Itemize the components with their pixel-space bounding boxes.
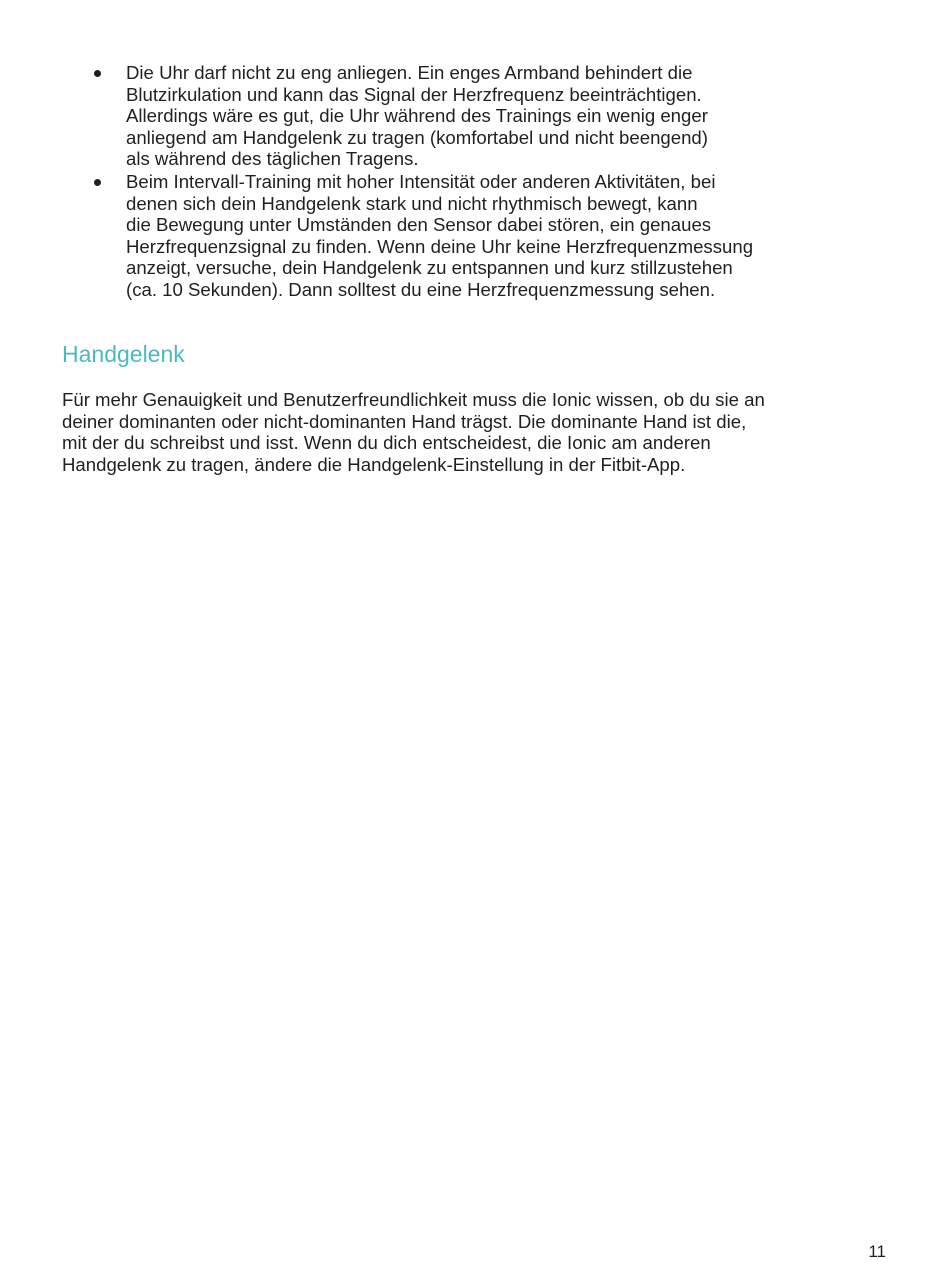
text-line: Blutzirkulation und kann das Signal der Herzfrequenz beeinträchtigen. [126,83,702,105]
text-line: Handgelenk zu tragen, ändere die Handgelenk-Einstellung in der Fitbit-App. [62,453,686,475]
bullet-item-interval-training [63,171,883,301]
text-line: denen sich dein Handgelenk stark und nicht rhythmisch bewegt, kann [126,192,698,214]
text-line: Für mehr Genauigkeit und Benutzerfreundlichkeit muss die Ionic wissen, ob du sie an [62,389,765,410]
bullet-list [63,62,883,301]
section-paragraph [62,389,902,475]
text-line: als während des täglichen Tragens. [126,148,419,170]
text-line: (ca. 10 Sekunden). Dann solltest du eine Herzfrequenzmessung sehen. [126,278,716,300]
text-line: anzeigt, versuche, dein Handgelenk zu entspannen und kurz stillzustehen [126,257,733,279]
section-heading: Handgelenk [62,341,185,367]
bullet-icon [94,70,101,77]
text-line: mit der du schreibst und isst. Wenn du dich entscheidest, die Ionic am anderen [62,432,711,454]
page-number: 11 [868,1242,886,1261]
text-line: Herzfrequenzsignal zu finden. Wenn deine Uhr keine Herzfrequenzmessung [126,235,754,257]
text-line: Beim Intervall-Training mit hoher Intensität oder anderen Aktivitäten, bei [126,170,716,192]
text-line: die Bewegung unter Umständen den Sensor dabei stören, ein genaues [126,214,712,236]
text-line: Die Uhr darf nicht zu eng anliegen. Ein enges Armband behindert die [126,62,693,83]
text-line: anliegend am Handgelenk zu tragen (komfortabel und nicht beengend) [126,126,708,148]
bullet-icon [94,179,101,186]
text-line: Allerdings wäre es gut, die Uhr während des Trainings ein wenig enger [126,105,708,127]
text-line: deiner dominanten oder nicht-dominanten Hand trägst. Die dominante Hand ist die, [62,410,747,432]
bullet-item-fit [63,62,883,170]
